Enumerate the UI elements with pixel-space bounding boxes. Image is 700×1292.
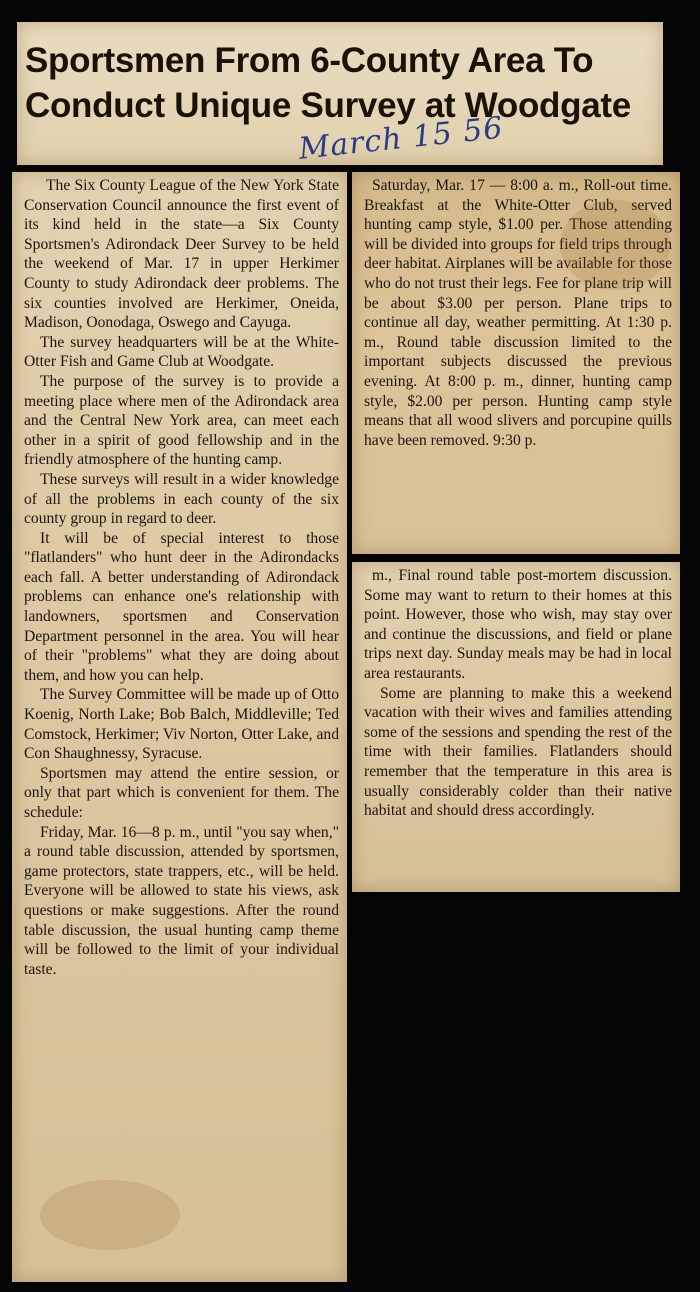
paragraph: The survey headquarters will be at the White-Otter Fish and Game Club at Woodgate. — [24, 333, 339, 371]
paragraph: The purpose of the survey is to provide a meeting place where men of the Adirondack area and the Central New York area, can meet each other in a spirit of good fellowship and in the friendly atmosphere of the hunting camp. — [24, 372, 339, 469]
left-column-clipping — [12, 172, 347, 1282]
paragraph: These surveys will result in a wider knowledge of all the problems in each county of the six county group in regard to deer. — [24, 470, 339, 528]
paragraph: Saturday, Mar. 17 — 8:00 a. m., Roll-out time. Breakfast at the White-Otter Club, served hunting camp style, $1.00 per. Those attending will be divided into groups for field trips through deer habitat. Airplanes will be available for those who do not trust their legs. Fee for plane trip will be about $3.00 per person. Plane trips to continue all day, weather permitting. At 1:30 p. m., Round table discussion limited to the important subjects discussed the previous evening. At 8:00 p. m., dinner, hunting camp style, $2.00 per person. Hunting camp style means that all wood slivers and porcupine quills have been removed. 9:30 p. — [364, 177, 672, 449]
paragraph: m., Final round table post-mortem discussion. Some may want to return to their homes at this point. However, those who wish, may stay over and continue the discussions, and field or plane trips next day. Sunday meals may be had in local area restaurants. — [364, 567, 672, 682]
paragraph: Sportsmen may attend the entire session, or only that part which is convenient for them. The schedule: — [24, 764, 339, 821]
right-column-bottom-clipping — [352, 562, 680, 892]
headline-clipping — [17, 22, 663, 165]
paragraph: The Survey Committee will be made up of Otto Koenig, North Lake; Bob Balch, Middleville; Ted Comstock, Herkimer; Viv Norton, Otter Lake, and Con Shaughnessy, Syracuse. — [24, 686, 339, 763]
headline: Sportsmen From 6-County Area To Conduct Unique Survey at Woodgate — [25, 41, 631, 125]
handwritten-date: March 15 56 — [297, 110, 506, 167]
paragraph: Some are planning to make this a weekend vacation with their wives and families attending some of the sessions and spending the rest of the time with their families. Flatlanders should remember that the temperature in this area is usually considerably colder than their native habitat and should dress accordingly. — [364, 684, 672, 820]
paragraph: The Six County League of the New York State Conservation Council announce the first event of its kind held in the state—a Six County Sportsmen's Adirondack Deer Survey to be held the weekend of Mar. 17 in upper Herkimer County to study Adirondack deer problems. The six counties involved are Herkimer, Oneida, Madison, Oonodaga, Oswego and Cayuga. — [24, 177, 339, 332]
paragraph: It will be of special interest to those "flatlanders" who hunt deer in the Adirondacks each fall. A better understanding of Adirondack problems can enhance one's relationship with landowners, sportsmen and Conservation Department personnel in the area. You will hear of their "problems" what they are doing about them, and how you can help. — [24, 529, 339, 684]
right-column-top-clipping — [352, 172, 680, 554]
paragraph: Friday, Mar. 16—8 p. m., until "you say when," a round table discussion, attended by sportsmen, game protectors, state trappers, etc., will be held. Everyone will be allowed to state his views, ask questions or make suggestions. After the round table discussion, the usual hunting camp theme will be followed to the limit of your individual taste. — [24, 823, 339, 978]
